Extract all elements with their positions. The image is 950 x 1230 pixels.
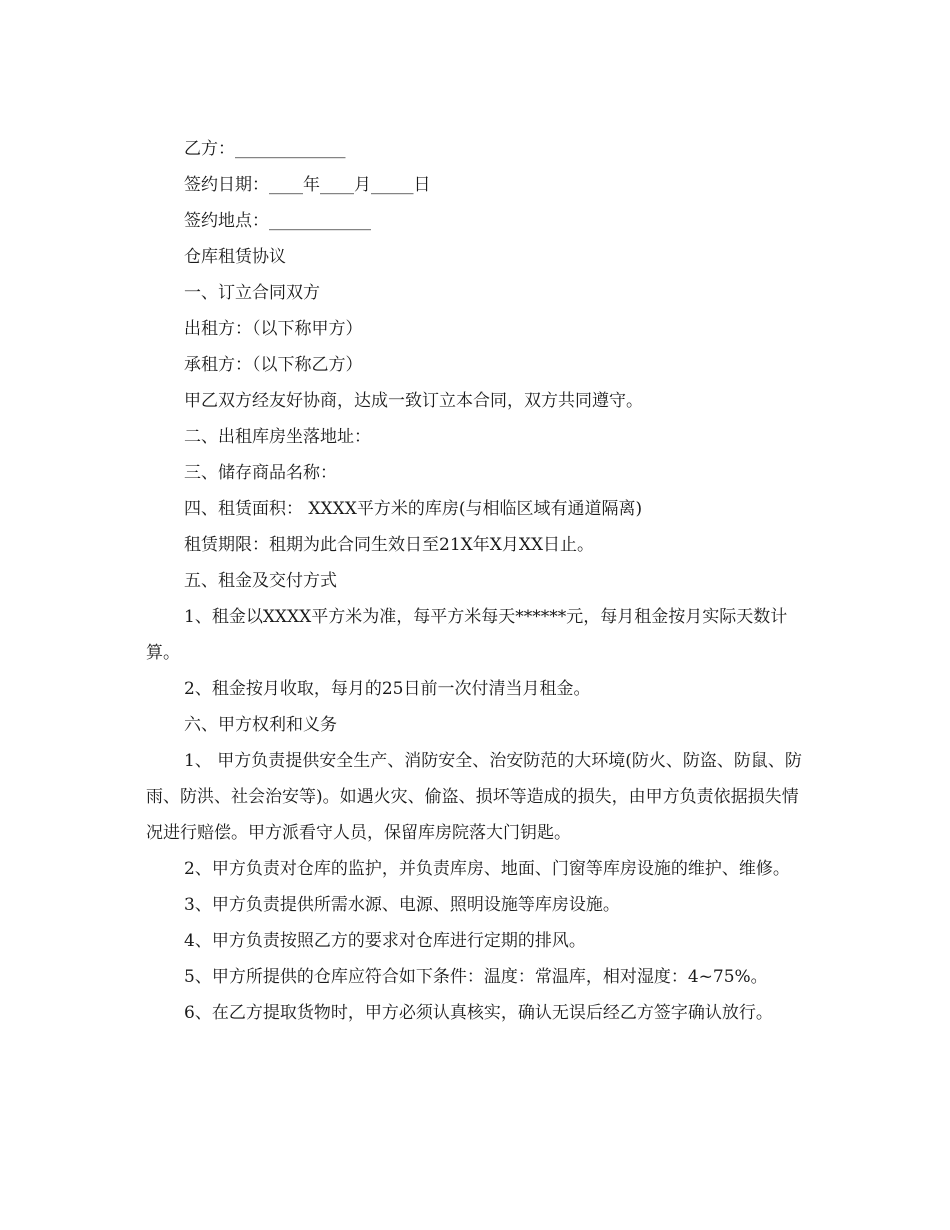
- party-a-clause-5: 5、甲方所提供的仓库应符合如下条件：温度：常温库，相对湿度：4~75%。: [184, 967, 768, 987]
- party-b-line: 乙方：_____________: [184, 139, 346, 159]
- party-a-clause-6: 6、在乙方提取货物时，甲方必须认真核实，确认无误后经乙方签字确认放行。: [184, 1003, 773, 1023]
- signing-date-line: 签约日期：____年____月_____日: [184, 175, 431, 195]
- party-a-clause-3: 3、甲方负责提供所需水源、电源、照明设施等库房设施。: [184, 895, 620, 915]
- party-a-clause-1: 1、 甲方负责提供安全生产、消防安全、治安防范的大环境(防火、防盗、防鼠、防雨、防洪、社会治安等)。如遇火灾、偷盗、损坏等造成的损失，由甲方负责依据损失情况进行赔偿。甲方派看守人员，保留库房院落大门钥匙。: [146, 751, 802, 843]
- rent-clause-2: 2、租金按月收取，每月的25日前一次付清当月租金。: [184, 679, 591, 699]
- agreement-title: 仓库租赁协议: [184, 247, 286, 267]
- lessee-line: 承租方：（以下称乙方）: [184, 355, 363, 375]
- section-6-heading: 六、甲方权利和义务: [184, 715, 337, 735]
- lessor-line: 出租方：（以下称甲方）: [184, 319, 363, 339]
- agreement-paragraph: 甲乙双方经友好协商，达成一致订立本合同，双方共同遵守。: [184, 391, 643, 411]
- section-4-heading: 四、租赁面积： XXXX平方米的库房(与相临区域有通道隔离): [184, 499, 643, 519]
- document-body: [146, 131, 810, 1031]
- rent-clause-1: 1、租金以XXXX平方米为准，每平方米每天******元，每月租金按月实际天数计算。: [146, 607, 788, 663]
- section-1-heading: 一、订立合同双方: [184, 283, 320, 303]
- lease-term-line: 租赁期限：租期为此合同生效日至21X年X月XX日止。: [184, 535, 595, 555]
- party-a-clause-2: 2、甲方负责对仓库的监护，并负责库房、地面、门窗等库房设施的维护、维修。: [184, 859, 790, 879]
- section-5-heading: 五、租金及交付方式: [184, 571, 337, 591]
- party-a-clause-4: 4、甲方负责按照乙方的要求对仓库进行定期的排风。: [184, 931, 586, 951]
- signing-place-line: 签约地点：____________: [184, 211, 371, 231]
- section-2-heading: 二、出租库房坐落地址：: [184, 427, 371, 447]
- section-3-heading: 三、储存商品名称：: [184, 463, 337, 483]
